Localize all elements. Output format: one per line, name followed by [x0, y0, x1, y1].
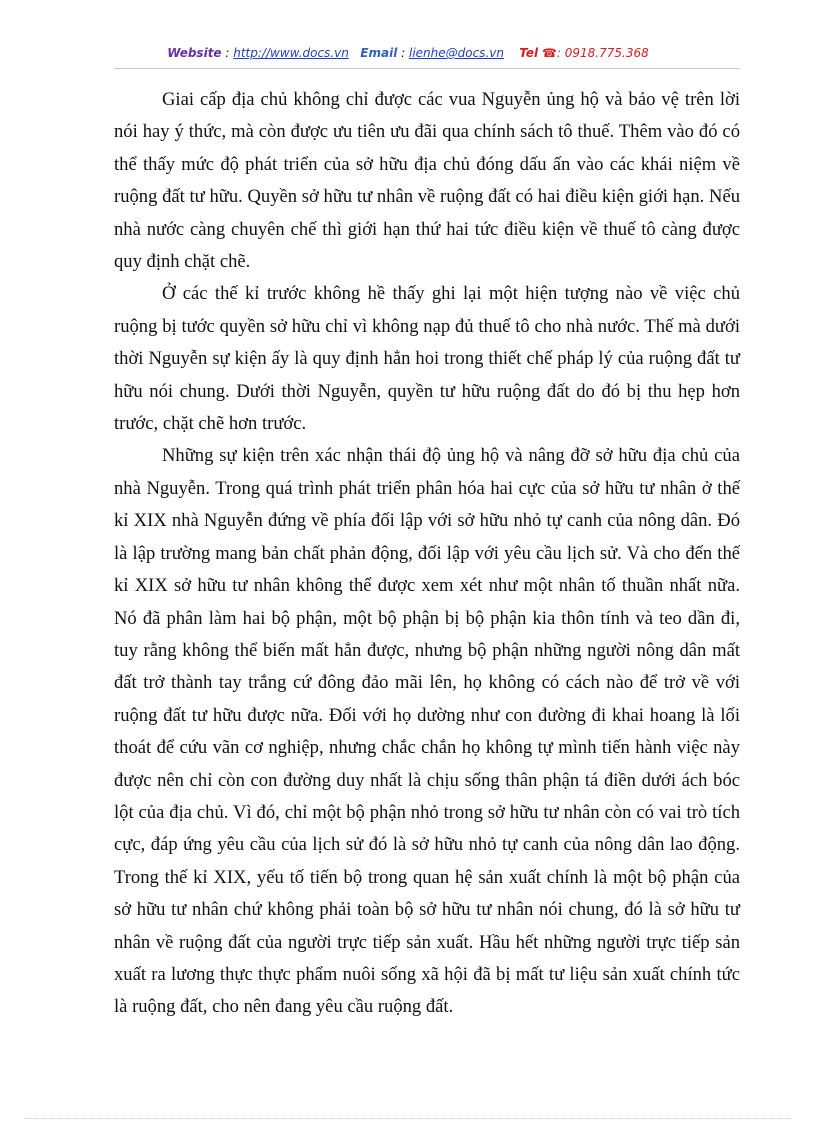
header-divider	[114, 68, 740, 69]
website-link[interactable]: http://www.docs.vn	[233, 46, 349, 60]
website-label: Website	[167, 46, 222, 60]
email-label: Email	[360, 46, 398, 60]
page-header	[0, 46, 816, 60]
paragraph-1: Giai cấp địa chủ không chỉ được các vua Nguyễn ủng hộ và bảo vệ trên lời nói hay ý thức, mà còn được ưu tiên ưu đãi qua chính sách tô thuế. Thêm vào đó có thể thấy mức độ phát triển của sở hữu địa chủ đóng dấu ấn vào các khái niệm về ruộng đất tư hữu. Quyền sở hữu tư nhân về ruộng đất có hai điều kiện giới hạn. Nếu nhà nước càng chuyên chế thì giới hạn thứ hai tức điều kiện về thuế tô càng được quy định chặt chẽ.	[114, 89, 740, 273]
paragraph-2: Ở các thế kỉ trước không hề thấy ghi lại một hiện tượng nào về việc chủ ruộng bị tước quyền sở hữu chỉ vì không nạp đủ thuế tô cho nhà nước. Thế mà dưới thời Nguyễn sự kiện ấy là quy định hẳn hoi trong thiết chế pháp lý của ruộng đất tư hữu nói chung. Dưới thời Nguyễn, quyền tư hữu ruộng đất do đó bị thu hẹp hơn trước, chặt chẽ hơn trước.	[114, 283, 740, 435]
tel-number: : 0918.775.368	[556, 46, 649, 60]
tel-label: Tel	[519, 46, 539, 60]
website-separator: :	[221, 46, 234, 60]
email-separator: :	[397, 46, 409, 60]
document-body	[114, 84, 740, 1024]
footer-divider	[24, 1118, 792, 1119]
email-link[interactable]: lienhe@docs.vn	[408, 46, 504, 60]
phone-icon: ☎	[541, 46, 557, 60]
paragraph-3: Những sự kiện trên xác nhận thái độ ủng hộ và nâng đỡ sở hữu địa chủ của nhà Nguyễn. Trong quá trình phát triển phân hóa hai cực của sở hữu tư nhân ở thế kỉ XIX nhà Nguyễn đứng về phía đối lập với sở hữu nhỏ tự canh của nông dân. Đó là lập trường mang bản chất phản động, đối lập với yêu cầu lịch sử. Và cho đến thế kỉ XIX sở hữu tư nhân không thể được xem xét như một nhân tố thuần nhất nữa. Nó đã phân làm hai bộ phận, một bộ phận bị bộ phận kia thôn tính và teo dần đi, tuy rằng không thể biến mất hẳn được, nhưng bộ phận những người nông dân mất đất trở thành tay trắng cứ đông đảo mãi lên, họ không có cách nào để trở về với ruộng đất tư hữu được nữa. Đối với họ dường như con đường đi khai hoang là lối thoát để cứu vãn cơ nghiệp, nhưng chắc chắn họ không tự mình tiến hành việc này được nên chỉ còn con đường duy nhất là chịu sống thân phận tá điền dưới ách bóc lột của địa chủ. Vì đó, chỉ một bộ phận nhỏ trong sở hữu tư nhân còn có vai trò tích cực, đáp ứng yêu cầu của lịch sử đó là sở hữu nhỏ tự canh của nông dân lao động. Trong thế kỉ XIX, yếu tố tiến bộ trong quan hệ sản xuất chính là một bộ phận của sở hữu tư nhân chứ không phải toàn bộ sở hữu tư nhân nói chung, đó là sở hữu tư nhân về ruộng đất của người trực tiếp sản xuất. Hầu hết những người trực tiếp sản xuất ra lương thực thực phẩm nuôi sống xã hội đã bị mất tư liệu sản xuất chính tức là ruộng đất, cho nên đang yêu cầu ruộng đất.	[114, 445, 740, 1018]
